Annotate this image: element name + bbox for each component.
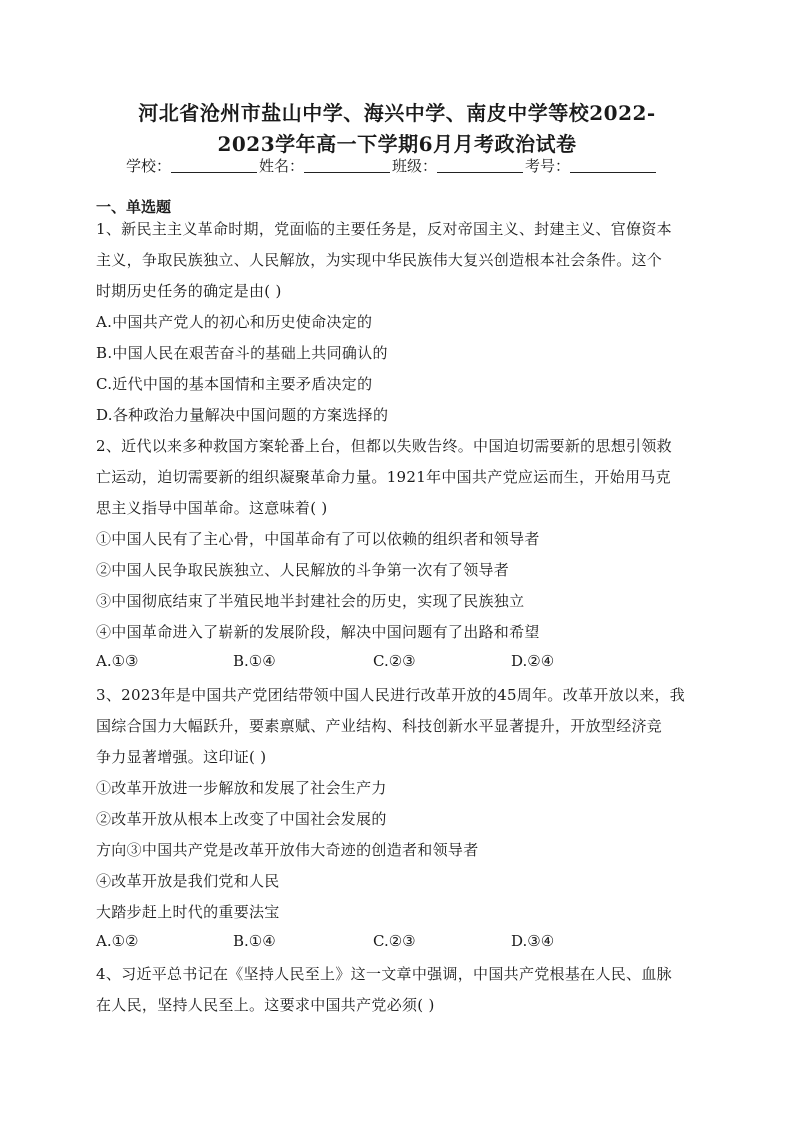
q3-stem-line: 国综合国力大幅跃升，要素禀赋、产业结构、科技创新水平显著提升，开放型经济竞 [96, 717, 663, 735]
class-label: 班级： [392, 157, 438, 175]
q3-statement: ②改革开放从根本上改变了中国社会发展的 [96, 810, 387, 828]
exam-title-line2: 2023学年高一下学期6月月考政治试卷 [217, 132, 577, 156]
q2-statement: ②中国人民争取民族独立、人民解放的斗争第一次有了领导者 [96, 561, 510, 579]
name-blank[interactable] [304, 158, 390, 173]
q3-statement: 方向③中国共产党是改革开放伟大奇迹的创造者和领导者 [96, 841, 479, 859]
q1-stem-line: 1、新民主主义革命时期，党面临的主要任务是，反对帝国主义、封建主义、官僚资本 [96, 220, 672, 238]
q4-stem-line: 4、习近平总书记在《坚持人民至上》这一文章中强调，中国共产党根基在人民、血脉 [96, 965, 672, 983]
exam-number-label: 考号： [525, 157, 571, 175]
exam-number-blank[interactable] [570, 158, 656, 173]
q3-choice-a: A.①② [96, 932, 139, 950]
q1-option-c: C.近代中国的基本国情和主要矛盾决定的 [96, 375, 373, 393]
q3-choice-d: D.③④ [511, 932, 555, 950]
q1-option-d: D.各种政治力量解决中国问题的方案选择的 [96, 406, 389, 424]
q2-choice-d: D.②④ [511, 652, 555, 670]
q2-choice-c: C.②③ [373, 652, 416, 670]
q2-stem-line: 思主义指导中国革命。这意味着( ) [96, 499, 328, 517]
q3-statement: 大踏步赶上时代的重要法宝 [96, 903, 280, 921]
name-label: 姓名： [259, 157, 305, 175]
q3-stem-line: 3、2023年是中国共产党团结带领中国人民进行改革开放的45周年。改革开放以来，我 [96, 686, 686, 704]
q2-stem-line: 亡运动，迫切需要新的组织凝聚革命力量。1921年中国共产党应运而生，开始用马克 [96, 468, 671, 486]
q3-choice-c: C.②③ [373, 932, 416, 950]
q1-stem-line: 时期历史任务的确定是由( ) [96, 282, 282, 300]
exam-title-line1: 河北省沧州市盐山中学、海兴中学、南皮中学等校2022- [138, 101, 656, 125]
q3-statement: ④改革开放是我们党和人民 [96, 872, 280, 890]
q2-choice-a: A.①③ [96, 652, 139, 670]
school-blank[interactable] [171, 158, 257, 173]
school-label: 学校： [126, 157, 172, 175]
q3-stem-line: 争力显著增强。这印证( ) [96, 748, 267, 766]
section-title: 一、单选题 [96, 198, 172, 216]
q3-statement: ①改革开放进一步解放和发展了社会生产力 [96, 779, 387, 797]
q1-option-b: B.中国人民在艰苦奋斗的基础上共同确认的 [96, 344, 388, 362]
class-blank[interactable] [437, 158, 523, 173]
q2-statement: ①中国人民有了主心骨，中国革命有了可以依赖的组织者和领导者 [96, 530, 540, 548]
q2-stem-line: 2、近代以来多种救国方案轮番上台，但都以失败告终。中国迫切需要新的思想引领救 [96, 437, 672, 455]
student-info-row [126, 155, 658, 176]
q4-stem-line: 在人民，坚持人民至上。这要求中国共产党必须( ) [96, 996, 435, 1014]
q1-stem-line: 主义，争取民族独立、人民解放，为实现中华民族伟大复兴创造根本社会条件。这个 [96, 251, 663, 269]
q2-statement: ③中国彻底结束了半殖民地半封建社会的历史，实现了民族独立 [96, 592, 525, 610]
q2-statement: ④中国革命进入了崭新的发展阶段，解决中国问题有了出路和希望 [96, 623, 540, 641]
q3-choice-b: B.①④ [233, 932, 276, 950]
q1-option-a: A.中国共产党人的初心和历史使命决定的 [96, 313, 373, 331]
q2-choice-b: B.①④ [233, 652, 276, 670]
